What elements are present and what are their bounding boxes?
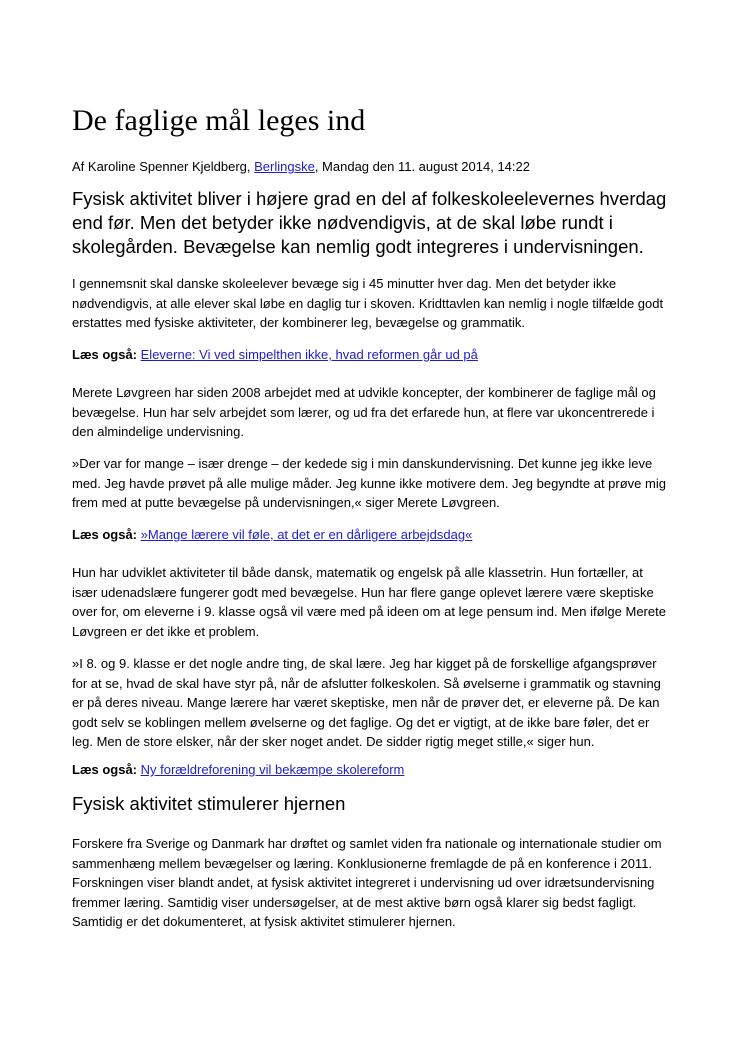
paragraph-line: I gennemsnit skal danske skoleelever bevæge sig i 45 minutter hver dag. Men det betyder ikke: [72, 276, 617, 291]
article-title: De faglige mål leges ind: [72, 104, 366, 137]
paragraph-line: godt selv se koblingen mellem øvelserne og det faglige. Og det er vigtigt, at de ikke bare føler, det er: [72, 714, 650, 730]
byline: [72, 158, 530, 176]
lead-line: skolegården. Bevægelse kan nemlig godt integreres i undervisningen.: [72, 236, 644, 257]
body-paragraph: [72, 654, 682, 752]
paragraph-line: erstattes med fysiske aktiviteter, der kombinerer leg, bevægelse og grammatik.: [72, 315, 526, 330]
body-paragraph: [72, 383, 682, 442]
paragraph-line: Forskere fra Sverige og Danmark har drøftet og samlet viden fra nationale og internationale studier om: [72, 836, 662, 851]
paragraph-line: over for, om eleverne i 9. klasse også vil være med på ideen om at lege pensum ind. Men ifølge Merete: [72, 604, 666, 619]
byline-author: Af Karoline Spenner Kjeldberg,: [72, 159, 255, 174]
read-also: [72, 346, 478, 364]
read-also: [72, 761, 404, 779]
paragraph-line: leg. Men de store elsker, når der sker noget andet. De sidder rigtig meget stille,« siger hun.: [72, 734, 595, 749]
body-paragraph: [72, 274, 682, 333]
paragraph-line: for at se, hvad de skal have styr på, når de afslutter folkeskolen. Så øvelserne i grammatik og stavning: [72, 675, 661, 691]
read-also-link[interactable]: Eleverne: Vi ved simpelthen ikke, hvad reformen går ud på: [140, 347, 478, 362]
read-also-label: Læs også:: [72, 347, 138, 362]
paragraph-line: fremmer læring. Samtidig viser undersøgelser, at de mest aktive børn også klarer sig bedst fagligt.: [72, 894, 637, 910]
read-also-label: Læs også:: [72, 762, 138, 777]
paragraph-line: er på deres niveau. Mange lærere har været skeptiske, men når de prøver det, er eleverne på. De kan: [72, 695, 660, 710]
paragraph-line: bevægelse. Hun har selv arbejdet som lærer, og ud fra det erfarede hun, at flere var ukoncentrerede i: [72, 404, 655, 420]
lead-line: end før. Men det betyder ikke nødvendigvis, at de skal løbe rundt i: [72, 212, 613, 233]
paragraph-line: Løvgreen er det ikke et problem.: [72, 623, 260, 639]
paragraph-line: med. Jeg havde prøvet på alle mulige måder. Jeg kunne ikke motivere dem. Jeg begyndte at prøve mig: [72, 475, 666, 491]
paragraph-line: Samtidig er det dokumenteret, at fysisk aktivitet stimulerer hjernen.: [72, 914, 456, 929]
paragraph-line: Hun har udviklet aktiviteter til både dansk, matematik og engelsk på alle klassetrin. Hun fortæller, at: [72, 565, 643, 580]
source-link[interactable]: Berlingske: [254, 159, 315, 174]
byline-date: , Mandag den 11. august 2014, 14:22: [314, 159, 530, 174]
paragraph-line: sammenhæng mellem bevægelser og læring. Konklusionerne fremlagde de på en konference i 2011.: [72, 855, 653, 871]
read-also-link[interactable]: Ny forældreforening vil bekæmpe skolereform: [140, 762, 405, 777]
paragraph-line: især udenadslære fungerer godt med bevægelse. Hun har flere gange oplevet lærere være skeptiske: [72, 584, 654, 600]
body-paragraph: [72, 563, 682, 641]
body-paragraph: [72, 454, 682, 513]
paragraph-line: »Der var for mange – især drenge – der kedede sig i min danskundervisning. Det kunne jeg ikke leve: [72, 456, 653, 471]
body-paragraph: [72, 834, 682, 932]
paragraph-line: den almindelige undervisning.: [72, 424, 245, 439]
read-also-link[interactable]: »Mange lærere vil føle, at det er en dårligere arbejdsdag«: [140, 527, 473, 542]
read-also: [72, 526, 472, 544]
lead-line: Fysisk aktivitet bliver i højere grad en del af folkeskoleelevernes hverdag: [72, 188, 667, 209]
lead-paragraph: [72, 187, 682, 259]
read-also-label: Læs også:: [72, 527, 138, 542]
section-heading: Fysisk aktivitet stimulerer hjernen: [72, 793, 346, 814]
paragraph-line: Forskningen viser blandt andet, at fysisk aktivitet integreret i undervisning ud over idrætsundervisning: [72, 875, 655, 890]
paragraph-line: frem med at putte bevægelse på undervisningen,« siger Merete Løvgreen.: [72, 495, 500, 510]
paragraph-line: nødvendigvis, at alle elever skal løbe en daglig tur i skoven. Kridttavlen kan nemlig i nogle tilfælde godt: [72, 295, 664, 311]
paragraph-line: Merete Løvgreen har siden 2008 arbejdet med at udvikle koncepter, der kombinerer de faglige mål og: [72, 385, 656, 400]
paragraph-line: »I 8. og 9. klasse er det nogle andre ting, de skal lære. Jeg har kigget på de forskellige afgangsprøver: [72, 656, 657, 671]
